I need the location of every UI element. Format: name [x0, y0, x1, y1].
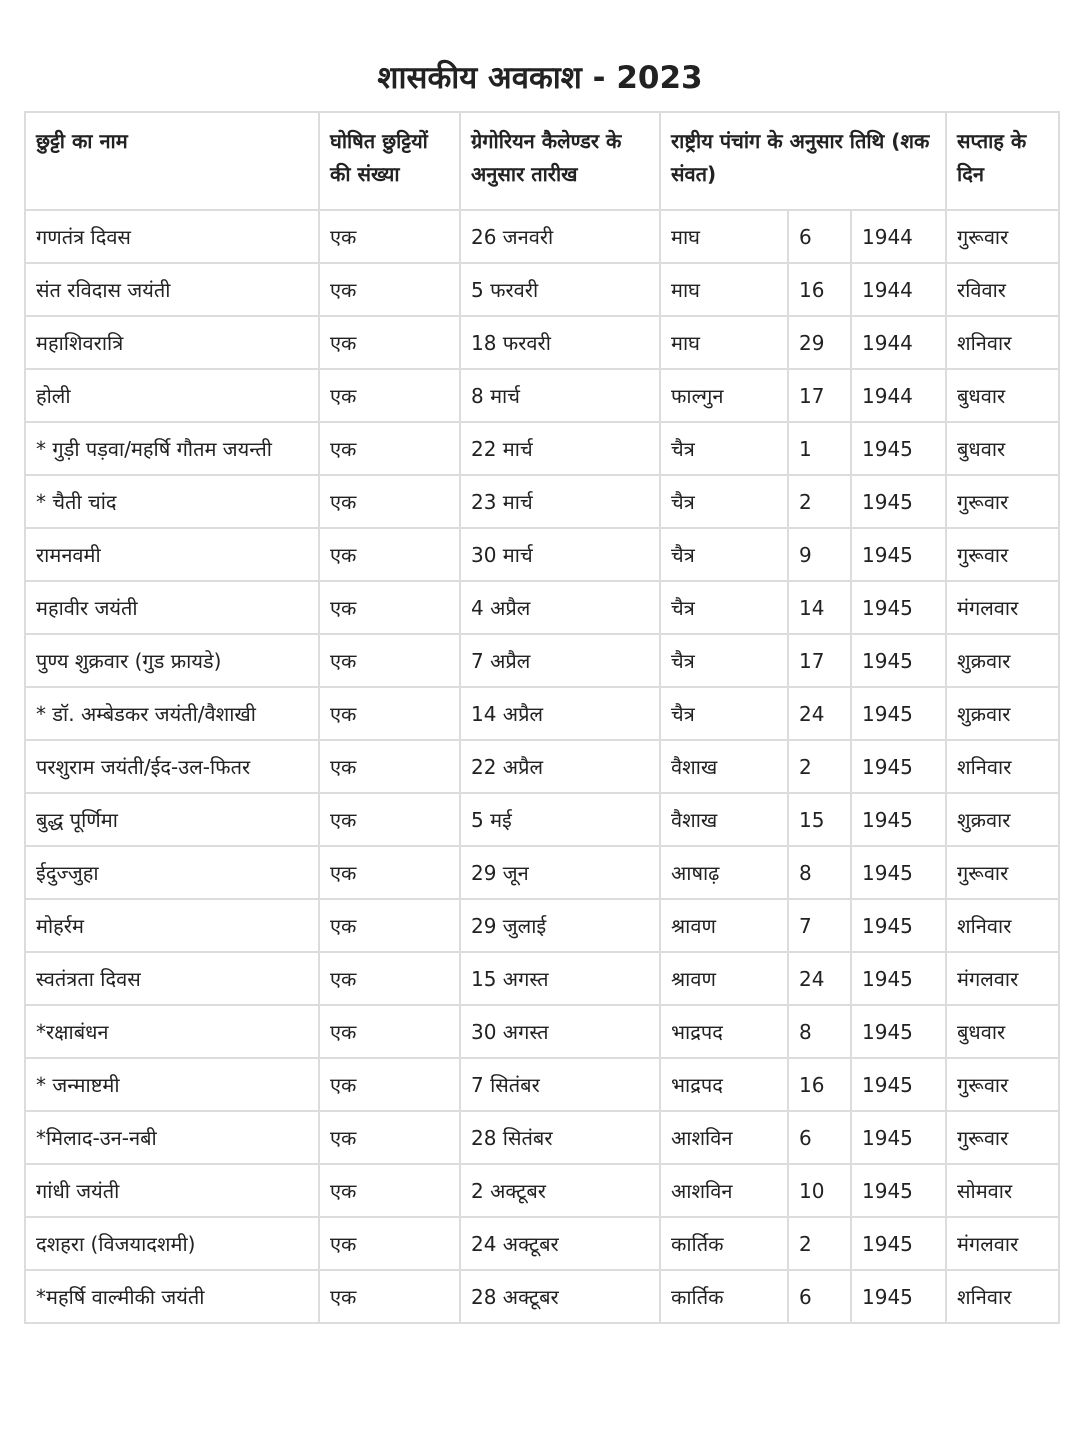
- shaka-year-cell: 1945: [851, 687, 946, 740]
- shaka-day-cell: 8: [788, 846, 851, 899]
- shaka-day-cell: 17: [788, 369, 851, 422]
- table-row: [25, 369, 1059, 422]
- weekday-cell: बुधवार: [946, 1005, 1059, 1058]
- shaka-month-cell: भाद्रपद: [660, 1058, 788, 1111]
- weekday-cell: बुधवार: [946, 422, 1059, 475]
- weekday-cell: शनिवार: [946, 1270, 1059, 1323]
- holiday-count-cell: एक: [319, 1111, 460, 1164]
- shaka-day-cell: 24: [788, 952, 851, 1005]
- table-row: [25, 475, 1059, 528]
- shaka-day-cell: 16: [788, 1058, 851, 1111]
- shaka-day-cell: 1: [788, 422, 851, 475]
- table-row: [25, 210, 1059, 263]
- weekday-cell: मंगलवार: [946, 952, 1059, 1005]
- table-row: [25, 528, 1059, 581]
- holiday-name-cell: *मिलाद-उन-नबी: [25, 1111, 319, 1164]
- shaka-year-cell: 1945: [851, 793, 946, 846]
- gregorian-date-cell: 23 मार्च: [460, 475, 660, 528]
- page-title: शासकीय अवकाश - 2023: [377, 60, 703, 96]
- holiday-table: [24, 111, 1060, 1324]
- holiday-name-cell: महाशिवरात्रि: [25, 316, 319, 369]
- shaka-day-cell: 2: [788, 1217, 851, 1270]
- holiday-name-cell: स्वतंत्रता दिवस: [25, 952, 319, 1005]
- holiday-count-cell: एक: [319, 1270, 460, 1323]
- weekday-cell: शुक्रवार: [946, 793, 1059, 846]
- shaka-day-cell: 15: [788, 793, 851, 846]
- header-holiday-count: घोषित छुट्टियों की संख्या: [319, 112, 460, 210]
- shaka-year-cell: 1945: [851, 422, 946, 475]
- holiday-count-cell: एक: [319, 528, 460, 581]
- shaka-year-cell: 1945: [851, 899, 946, 952]
- table-row: [25, 422, 1059, 475]
- header-weekday: सप्ताह के दिन: [946, 112, 1059, 210]
- shaka-month-cell: चैत्र: [660, 422, 788, 475]
- holiday-name-cell: महावीर जयंती: [25, 581, 319, 634]
- shaka-day-cell: 29: [788, 316, 851, 369]
- table-row: [25, 846, 1059, 899]
- shaka-month-cell: वैशाख: [660, 740, 788, 793]
- gregorian-date-cell: 5 फरवरी: [460, 263, 660, 316]
- table-row: [25, 952, 1059, 1005]
- gregorian-date-cell: 7 अप्रैल: [460, 634, 660, 687]
- holiday-name-cell: पुण्य शुक्रवार (गुड फ्रायडे): [25, 634, 319, 687]
- gregorian-date-cell: 30 अगस्त: [460, 1005, 660, 1058]
- holiday-count-cell: एक: [319, 740, 460, 793]
- holiday-name-cell: बुद्ध पूर्णिमा: [25, 793, 319, 846]
- shaka-year-cell: 1945: [851, 528, 946, 581]
- shaka-day-cell: 17: [788, 634, 851, 687]
- header-gregorian-date: ग्रेगोरियन कैलेण्डर के अनुसार तारीख: [460, 112, 660, 210]
- shaka-day-cell: 2: [788, 475, 851, 528]
- weekday-cell: गुरूवार: [946, 1058, 1059, 1111]
- holiday-count-cell: एक: [319, 422, 460, 475]
- holiday-count-cell: एक: [319, 1164, 460, 1217]
- shaka-month-cell: कार्तिक: [660, 1270, 788, 1323]
- shaka-month-cell: चैत्र: [660, 687, 788, 740]
- shaka-year-cell: 1945: [851, 1270, 946, 1323]
- gregorian-date-cell: 28 अक्टूबर: [460, 1270, 660, 1323]
- shaka-day-cell: 7: [788, 899, 851, 952]
- table-row: [25, 793, 1059, 846]
- holiday-name-cell: * गुड़ी पड़वा/महर्षि गौतम जयन्ती: [25, 422, 319, 475]
- shaka-day-cell: 14: [788, 581, 851, 634]
- shaka-month-cell: श्रावण: [660, 899, 788, 952]
- holiday-name-cell: मोहर्रम: [25, 899, 319, 952]
- holiday-count-cell: एक: [319, 263, 460, 316]
- shaka-year-cell: 1945: [851, 1005, 946, 1058]
- weekday-cell: गुरूवार: [946, 1111, 1059, 1164]
- gregorian-date-cell: 26 जनवरी: [460, 210, 660, 263]
- holiday-name-cell: * चैती चांद: [25, 475, 319, 528]
- holiday-count-cell: एक: [319, 475, 460, 528]
- table-header-row: [25, 112, 1059, 210]
- weekday-cell: शनिवार: [946, 740, 1059, 793]
- holiday-name-cell: *रक्षाबंधन: [25, 1005, 319, 1058]
- table-row: [25, 687, 1059, 740]
- shaka-month-cell: आशविन: [660, 1111, 788, 1164]
- holiday-count-cell: एक: [319, 1058, 460, 1111]
- holiday-name-cell: संत रविदास जयंती: [25, 263, 319, 316]
- table-row: [25, 581, 1059, 634]
- weekday-cell: शुक्रवार: [946, 634, 1059, 687]
- weekday-cell: गुरूवार: [946, 210, 1059, 263]
- shaka-month-cell: फाल्गुन: [660, 369, 788, 422]
- holiday-name-cell: गांधी जयंती: [25, 1164, 319, 1217]
- gregorian-date-cell: 4 अप्रैल: [460, 581, 660, 634]
- gregorian-date-cell: 14 अप्रैल: [460, 687, 660, 740]
- holiday-count-cell: एक: [319, 952, 460, 1005]
- shaka-year-cell: 1945: [851, 634, 946, 687]
- weekday-cell: गुरूवार: [946, 846, 1059, 899]
- holiday-count-cell: एक: [319, 846, 460, 899]
- gregorian-date-cell: 2 अक्टूबर: [460, 1164, 660, 1217]
- holiday-count-cell: एक: [319, 210, 460, 263]
- weekday-cell: बुधवार: [946, 369, 1059, 422]
- holiday-count-cell: एक: [319, 634, 460, 687]
- holiday-name-cell: परशुराम जयंती/ईद-उल-फितर: [25, 740, 319, 793]
- shaka-year-cell: 1945: [851, 581, 946, 634]
- gregorian-date-cell: 8 मार्च: [460, 369, 660, 422]
- holiday-name-cell: रामनवमी: [25, 528, 319, 581]
- shaka-month-cell: चैत्र: [660, 634, 788, 687]
- shaka-month-cell: आषाढ़: [660, 846, 788, 899]
- shaka-month-cell: माघ: [660, 263, 788, 316]
- gregorian-date-cell: 22 मार्च: [460, 422, 660, 475]
- table-row: [25, 1005, 1059, 1058]
- table-row: [25, 740, 1059, 793]
- shaka-month-cell: भाद्रपद: [660, 1005, 788, 1058]
- header-holiday-name: छुट्टी का नाम: [25, 112, 319, 210]
- holiday-count-cell: एक: [319, 581, 460, 634]
- gregorian-date-cell: 5 मई: [460, 793, 660, 846]
- shaka-day-cell: 6: [788, 1111, 851, 1164]
- table-row: [25, 263, 1059, 316]
- table-row: [25, 634, 1059, 687]
- gregorian-date-cell: 28 सितंबर: [460, 1111, 660, 1164]
- gregorian-date-cell: 18 फरवरी: [460, 316, 660, 369]
- shaka-month-cell: चैत्र: [660, 528, 788, 581]
- shaka-month-cell: वैशाख: [660, 793, 788, 846]
- weekday-cell: गुरूवार: [946, 475, 1059, 528]
- gregorian-date-cell: 15 अगस्त: [460, 952, 660, 1005]
- shaka-year-cell: 1945: [851, 1111, 946, 1164]
- gregorian-date-cell: 29 जून: [460, 846, 660, 899]
- shaka-day-cell: 16: [788, 263, 851, 316]
- shaka-day-cell: 10: [788, 1164, 851, 1217]
- shaka-year-cell: 1945: [851, 846, 946, 899]
- holiday-count-cell: एक: [319, 316, 460, 369]
- shaka-year-cell: 1944: [851, 263, 946, 316]
- table-row: [25, 1111, 1059, 1164]
- shaka-month-cell: कार्तिक: [660, 1217, 788, 1270]
- holiday-name-cell: * डॉ. अम्बेडकर जयंती/वैशाखी: [25, 687, 319, 740]
- gregorian-date-cell: 7 सितंबर: [460, 1058, 660, 1111]
- shaka-month-cell: श्रावण: [660, 952, 788, 1005]
- holiday-name-cell: *महर्षि वाल्मीकी जयंती: [25, 1270, 319, 1323]
- gregorian-date-cell: 24 अक्टूबर: [460, 1217, 660, 1270]
- holiday-count-cell: एक: [319, 899, 460, 952]
- table-row: [25, 1270, 1059, 1323]
- gregorian-date-cell: 30 मार्च: [460, 528, 660, 581]
- holiday-count-cell: एक: [319, 687, 460, 740]
- gregorian-date-cell: 29 जुलाई: [460, 899, 660, 952]
- weekday-cell: मंगलवार: [946, 581, 1059, 634]
- holiday-name-cell: होली: [25, 369, 319, 422]
- shaka-year-cell: 1945: [851, 475, 946, 528]
- shaka-year-cell: 1945: [851, 1164, 946, 1217]
- holiday-count-cell: एक: [319, 793, 460, 846]
- holiday-name-cell: गणतंत्र दिवस: [25, 210, 319, 263]
- weekday-cell: रविवार: [946, 263, 1059, 316]
- shaka-month-cell: माघ: [660, 316, 788, 369]
- header-national-calendar-date: राष्ट्रीय पंचांग के अनुसार तिथि (शक संवत): [660, 112, 946, 210]
- holiday-name-cell: ईदुज्जुहा: [25, 846, 319, 899]
- weekday-cell: मंगलवार: [946, 1217, 1059, 1270]
- holiday-count-cell: एक: [319, 1217, 460, 1270]
- shaka-day-cell: 6: [788, 1270, 851, 1323]
- shaka-month-cell: चैत्र: [660, 581, 788, 634]
- holiday-count-cell: एक: [319, 1005, 460, 1058]
- weekday-cell: गुरूवार: [946, 528, 1059, 581]
- weekday-cell: शनिवार: [946, 316, 1059, 369]
- shaka-day-cell: 2: [788, 740, 851, 793]
- shaka-day-cell: 24: [788, 687, 851, 740]
- weekday-cell: सोमवार: [946, 1164, 1059, 1217]
- holiday-name-cell: * जन्माष्टमी: [25, 1058, 319, 1111]
- shaka-year-cell: 1944: [851, 316, 946, 369]
- gregorian-date-cell: 22 अप्रैल: [460, 740, 660, 793]
- shaka-year-cell: 1945: [851, 740, 946, 793]
- holiday-count-cell: एक: [319, 369, 460, 422]
- shaka-day-cell: 9: [788, 528, 851, 581]
- holiday-table-body: [25, 210, 1059, 1323]
- shaka-month-cell: माघ: [660, 210, 788, 263]
- shaka-year-cell: 1944: [851, 369, 946, 422]
- shaka-year-cell: 1945: [851, 1058, 946, 1111]
- shaka-year-cell: 1944: [851, 210, 946, 263]
- shaka-year-cell: 1945: [851, 952, 946, 1005]
- weekday-cell: शुक्रवार: [946, 687, 1059, 740]
- shaka-month-cell: चैत्र: [660, 475, 788, 528]
- shaka-month-cell: आशविन: [660, 1164, 788, 1217]
- table-row: [25, 1217, 1059, 1270]
- shaka-day-cell: 6: [788, 210, 851, 263]
- table-row: [25, 899, 1059, 952]
- table-row: [25, 1058, 1059, 1111]
- table-row: [25, 316, 1059, 369]
- weekday-cell: शनिवार: [946, 899, 1059, 952]
- table-row: [25, 1164, 1059, 1217]
- holiday-name-cell: दशहरा (विजयादशमी): [25, 1217, 319, 1270]
- shaka-year-cell: 1945: [851, 1217, 946, 1270]
- shaka-day-cell: 8: [788, 1005, 851, 1058]
